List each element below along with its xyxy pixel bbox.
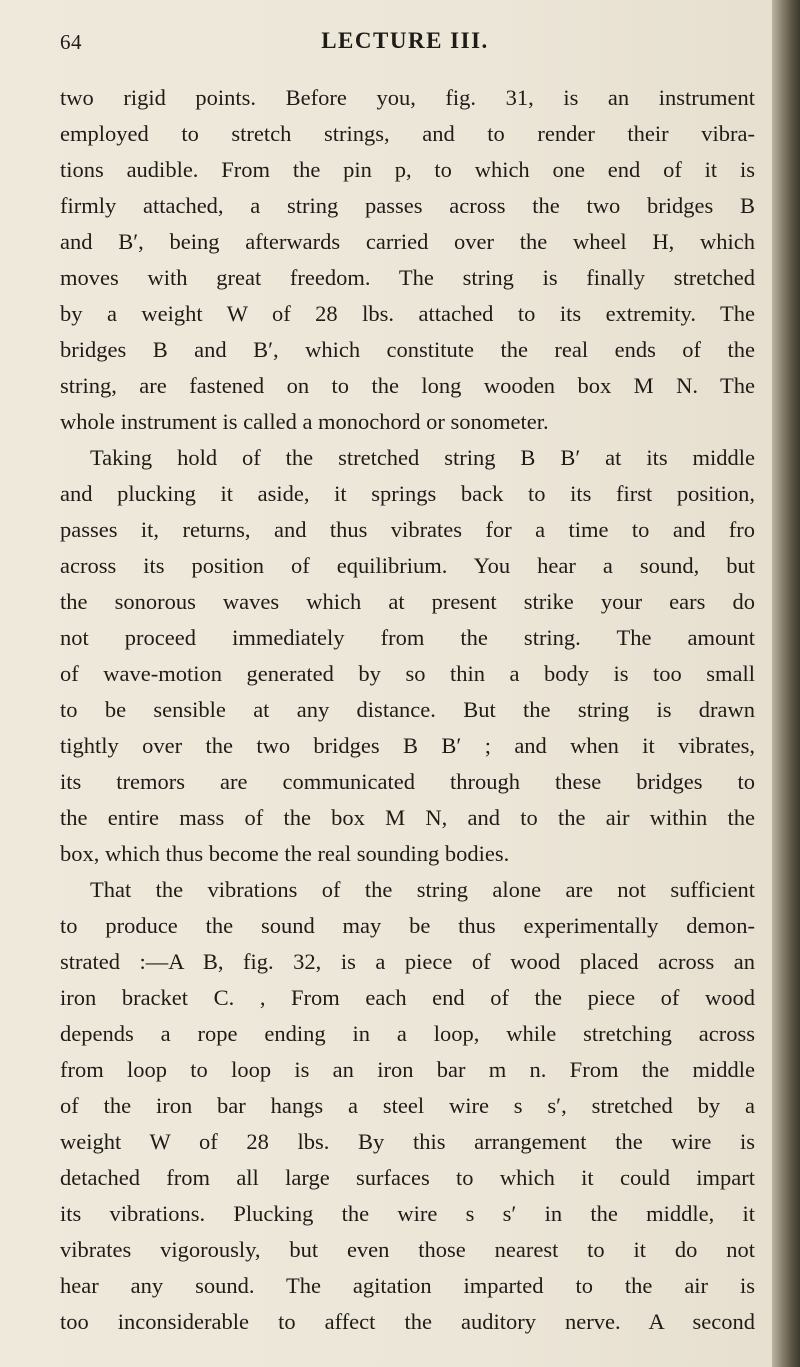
text-line: the entire mass of the box M N, and to the air within the xyxy=(60,805,755,830)
text-line: its tremors are communicated through these bridges to xyxy=(60,769,755,794)
text-line: to be sensible at any distance. But the string is drawn xyxy=(60,697,755,722)
page-number: 64 xyxy=(60,30,82,54)
text-line: employed to stretch strings, and to render their vibra- xyxy=(60,121,755,146)
text-line: its vibrations. Plucking the wire s s′ in the middle, it xyxy=(60,1201,755,1226)
text-line: and plucking it aside, it springs back to its first position, xyxy=(60,481,755,506)
text-line: to produce the sound may be thus experimentally demon- xyxy=(60,913,755,938)
text-line: tightly over the two bridges B B′ ; and when it vibrates, xyxy=(60,733,755,758)
text-line: moves with great freedom. The string is finally stretched xyxy=(60,265,755,290)
text-line: That the vibrations of the string alone are not sufficient xyxy=(90,877,755,902)
text-line: tions audible. From the pin p, to which one end of it is xyxy=(60,157,755,182)
text-line: box, which thus become the real sounding bodies. xyxy=(60,841,510,866)
page-header xyxy=(60,28,750,68)
text-line: depends a rope ending in a loop, while stretching across xyxy=(60,1021,755,1046)
text-line: Taking hold of the stretched string B B′ at its middle xyxy=(90,445,755,470)
text-line: across its position of equilibrium. You hear a sound, but xyxy=(60,553,755,578)
text-line: strated :—A B, fig. 32, is a piece of wood placed across an xyxy=(60,949,755,974)
body-text xyxy=(60,80,755,1340)
text-line: weight W of 28 lbs. By this arrangement the wire is xyxy=(60,1129,755,1154)
text-line: bridges B and B′, which constitute the real ends of the xyxy=(60,337,755,362)
text-line: of the iron bar hangs a steel wire s s′, stretched by a xyxy=(60,1093,755,1118)
text-line: and B′, being afterwards carried over the wheel H, which xyxy=(60,229,755,254)
text-line: iron bracket C. , From each end of the piece of wood xyxy=(60,985,755,1010)
text-line: vibrates vigorously, but even those nearest to it do not xyxy=(60,1237,755,1262)
text-line: firmly attached, a string passes across the two bridges B xyxy=(60,193,755,218)
text-line: from loop to loop is an iron bar m n. From the middle xyxy=(60,1057,755,1082)
text-line: not proceed immediately from the string. The amount xyxy=(60,625,755,650)
text-line: the sonorous waves which at present strike your ears do xyxy=(60,589,755,614)
text-line: string, are fastened on to the long wooden box M N. The xyxy=(60,373,755,398)
text-line: whole instrument is called a monochord or sonometer. xyxy=(60,409,549,434)
text-line: two rigid points. Before you, fig. 31, is an instrument xyxy=(60,85,755,110)
text-line: by a weight W of 28 lbs. attached to its extremity. The xyxy=(60,301,755,326)
running-head: LECTURE III. xyxy=(321,28,489,53)
text-line: too inconsiderable to affect the auditory nerve. A second xyxy=(60,1309,755,1334)
text-line: passes it, returns, and thus vibrates for a time to and fro xyxy=(60,517,755,542)
text-line: hear any sound. The agitation imparted to the air is xyxy=(60,1273,755,1298)
text-line: of wave-motion generated by so thin a body is too small xyxy=(60,661,755,686)
text-line: detached from all large surfaces to which it could impart xyxy=(60,1165,755,1190)
page-gutter-shadow xyxy=(772,0,800,1367)
